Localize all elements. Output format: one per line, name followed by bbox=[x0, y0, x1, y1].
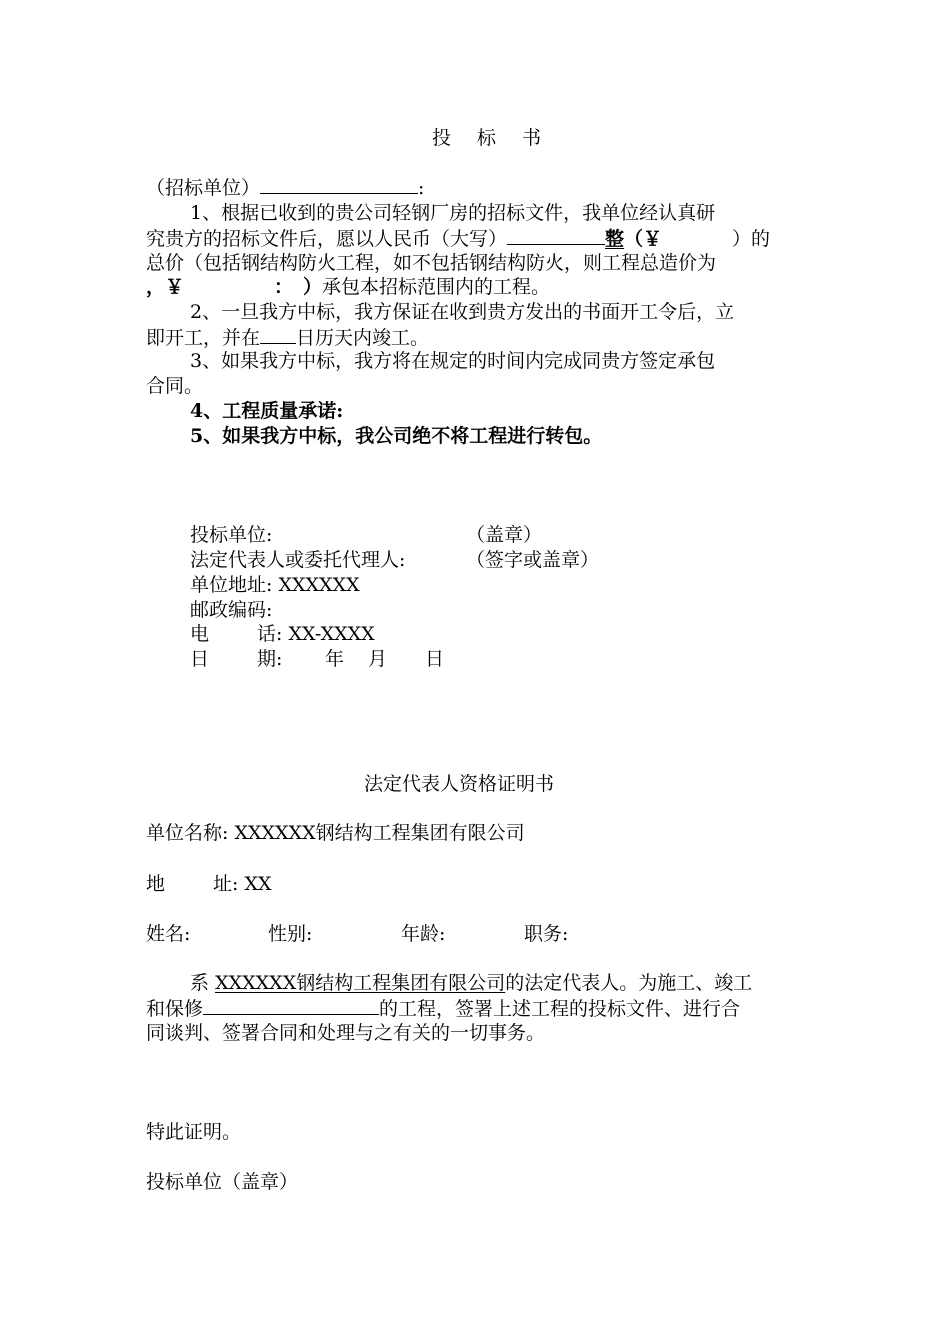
cert-body-line3: 同谈判、签署合同和处理与之有关的一切事务。 bbox=[146, 1022, 546, 1044]
amount-close: ）的 bbox=[732, 228, 771, 250]
addressee-colon: : bbox=[418, 177, 425, 199]
sig-address bbox=[190, 573, 360, 597]
sig-date-month: 月 bbox=[368, 648, 388, 670]
total-colon: ： bbox=[274, 276, 294, 298]
days-blank bbox=[260, 325, 296, 344]
sig-phone bbox=[257, 622, 375, 646]
cert-address bbox=[213, 872, 272, 896]
cert-address-label-2: 址: bbox=[213, 873, 239, 895]
bid-title: 投 标 书 bbox=[432, 127, 552, 149]
para5: 5、如果我方中标，我公司绝不将工程进行转包。 bbox=[190, 425, 603, 447]
sig-address-label: 单位地址: bbox=[190, 574, 273, 596]
sig-unit-label: 投标单位: bbox=[190, 524, 273, 546]
para1-line1: 1、根据已收到的贵公司轻钢厂房的招标文件，我单位经认真研 bbox=[190, 202, 716, 224]
cert-gender-label: 性别: bbox=[268, 923, 313, 945]
addressee-line bbox=[146, 175, 424, 200]
cert-body-line1 bbox=[190, 971, 752, 995]
cert-body-line2 bbox=[146, 996, 740, 1021]
cert-address-label-1: 地 bbox=[146, 873, 166, 895]
para3-line1: 3、如果我方中标，我方将在规定的时间内完成同贵方签定承包 bbox=[190, 350, 716, 372]
cert-address-value: XX bbox=[244, 873, 272, 895]
amount-yen-open: （￥ bbox=[624, 228, 663, 250]
para2-line1: 2、一旦我方中标，我方保证在收到贵方发出的书面开工令后，立 bbox=[190, 301, 735, 323]
cert-body-company: XXXXXX钢结构工程集团有限公司 bbox=[215, 972, 506, 994]
para4: 4、工程质量承诺: bbox=[190, 400, 344, 422]
para1-line4-text: 承包本招标范围内的工程。 bbox=[322, 276, 551, 298]
sig-date-year: 年 bbox=[325, 648, 345, 670]
zheng-text: 整 bbox=[605, 228, 625, 250]
para1-line2-text: 究贵方的招标文件后，愿以人民币（大写） bbox=[146, 228, 508, 250]
addressee-blank bbox=[260, 175, 418, 194]
para1-line2 bbox=[146, 226, 770, 251]
para3-line2: 合同。 bbox=[146, 375, 204, 397]
sig-rep-sign: （签字或盖章） bbox=[466, 549, 600, 571]
sig-unit-seal: （盖章） bbox=[466, 524, 543, 546]
cert-body-b2: 的工程，签署上述工程的投标文件、进行合 bbox=[379, 998, 741, 1020]
para2-text-a: 即开工，并在 bbox=[146, 327, 261, 349]
amount-words-blank bbox=[507, 226, 605, 245]
total-yen: ，￥ bbox=[146, 276, 185, 298]
sig-phone-label-2: 话: bbox=[257, 623, 283, 645]
sig-rep-label: 法定代表人或委托代理人: bbox=[190, 549, 406, 571]
sig-date-label-2: 期: bbox=[257, 648, 283, 670]
cert-seal-line: 投标单位（盖章） bbox=[146, 1171, 299, 1193]
cert-unit-name bbox=[146, 821, 525, 845]
cert-unit-name-label: 单位名称: bbox=[146, 822, 229, 844]
sig-date-label-1: 日 bbox=[190, 648, 210, 670]
cert-unit-name-value: XXXXXX钢结构工程集团有限公司 bbox=[234, 822, 525, 844]
cert-project-blank bbox=[203, 996, 379, 1015]
cert-name-label: 姓名: bbox=[146, 923, 191, 945]
sig-phone-label-1: 电 bbox=[190, 623, 210, 645]
addressee-label: （招标单位） bbox=[146, 177, 261, 199]
cert-position-label: 职务: bbox=[524, 923, 569, 945]
sig-date-day: 日 bbox=[425, 648, 445, 670]
cert-body-a1: 系 bbox=[190, 972, 210, 994]
sig-phone-value: XX-XXXX bbox=[288, 623, 375, 645]
cert-closing: 特此证明。 bbox=[146, 1121, 242, 1143]
cert-title: 法定代表人资格证明书 bbox=[364, 773, 555, 795]
para1-line4 bbox=[146, 275, 550, 299]
cert-body-b1: 和保修 bbox=[146, 998, 204, 1020]
cert-body-a2: 的法定代表人。为施工、竣工 bbox=[505, 972, 753, 994]
para2-line2 bbox=[146, 325, 429, 350]
sig-address-value: XXXXXX bbox=[278, 574, 360, 596]
cert-age-label: 年龄: bbox=[401, 923, 446, 945]
total-close: ） bbox=[303, 276, 323, 298]
para2-text-b: 日历天内竣工。 bbox=[296, 327, 430, 349]
sig-postal-label: 邮政编码: bbox=[190, 599, 273, 621]
para1-line3: 总价（包括钢结构防火工程，如不包括钢结构防火，则工程总造价为 bbox=[146, 252, 717, 274]
